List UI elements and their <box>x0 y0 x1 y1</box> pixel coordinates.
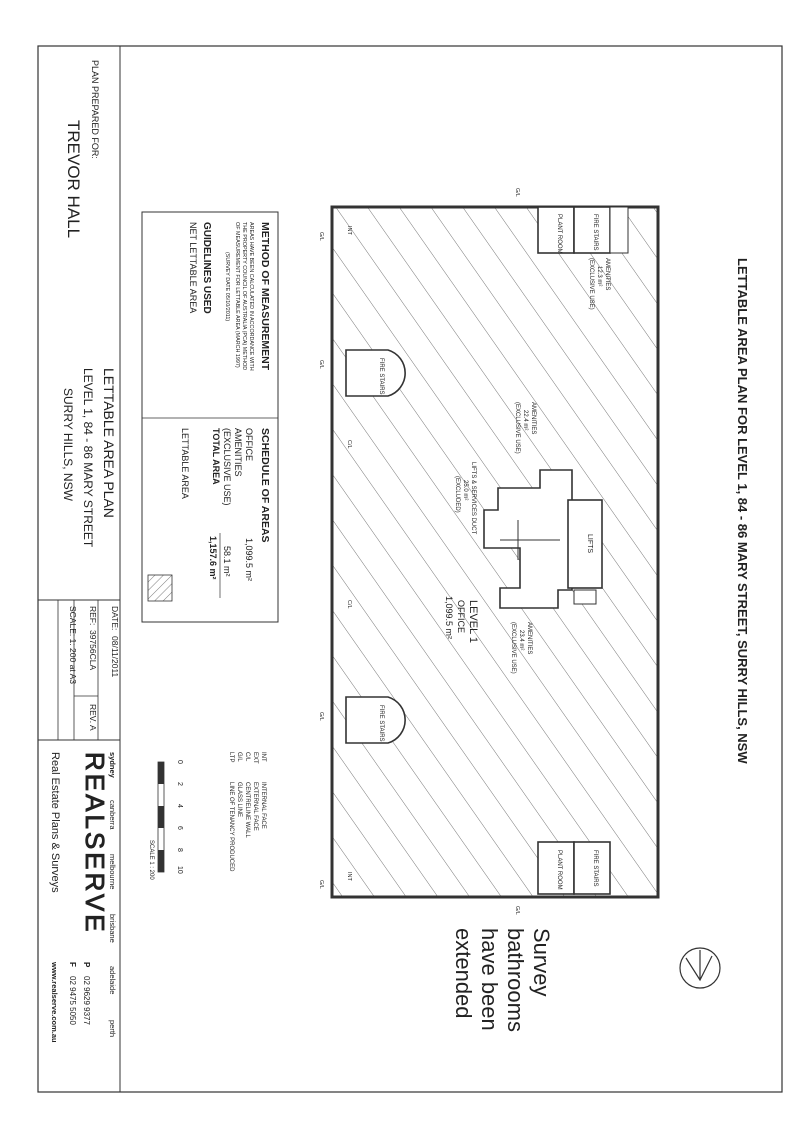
lifts-duct-area: 25.0 m² <box>462 480 468 501</box>
date-label: DATE: <box>110 606 120 631</box>
fire-stairs-2-label: FIRE STAIRS <box>378 705 384 742</box>
scale-tick-6: 6 <box>176 826 183 830</box>
fire-stairs-top <box>574 207 610 253</box>
city-sydney: sydney <box>108 752 117 778</box>
lifts-label: LIFTS <box>586 534 593 554</box>
amenities-2-label: AMENITIES <box>530 402 536 435</box>
scale-tick-2: 2 <box>176 782 183 786</box>
plan-title: LETTABLE AREA PLAN FOR LEVEL 1, 84 - 86 MARY STREET, SURRY HILLS, NSW <box>735 258 750 764</box>
legend-desc-gl: GLASS LINE <box>236 782 242 818</box>
company-tagline: Real Estate Plans & Surveys <box>49 752 61 893</box>
scale-caption: SCALE 1 : 200 <box>148 840 154 880</box>
plant-room-bottom <box>538 842 574 894</box>
title-line-1: LETTABLE AREA PLAN <box>101 368 117 518</box>
fire-stairs-bottom <box>574 842 610 894</box>
guidelines-heading: GUIDELINES USED <box>201 222 212 314</box>
gl-marker: G/L <box>318 880 324 889</box>
schedule-office-value: 1,099.5 m² <box>244 538 254 582</box>
title-line-3: SURRY HILLS, NSW <box>61 388 75 501</box>
legend-desc-cl: CENTRELINE WALL <box>244 782 250 838</box>
phone-f-label: F <box>68 962 77 967</box>
amenities-3-label: AMENITIES <box>526 622 532 655</box>
schedule-office-label: OFFICE <box>244 428 254 461</box>
gl-marker: G/L <box>318 232 324 241</box>
cl-marker: C/L <box>346 440 352 449</box>
city-canberra: canberra <box>108 800 117 830</box>
int-marker: INT <box>346 226 352 235</box>
plant-room-bottom-label: PLANT ROOM <box>556 850 562 890</box>
fire-stairs-2 <box>346 697 405 743</box>
plant-room-top <box>538 207 574 253</box>
amenities-2-use: (EXCLUSIVE USE) <box>514 402 520 454</box>
schedule-amenities-value: 58.1 m² <box>222 546 232 577</box>
client-name: TREVOR HALL <box>64 120 83 239</box>
legend <box>148 752 266 880</box>
int-marker: INT <box>346 872 352 881</box>
floor-plan <box>318 188 658 915</box>
guidelines-value: NET LETTABLE AREA <box>188 222 198 314</box>
amenities-3-area: 23.4 m² <box>518 630 524 651</box>
city-adelaide: adelaide <box>108 966 117 995</box>
legend-code-int: INT <box>260 752 266 762</box>
ref-value: 39756CLA <box>88 630 98 671</box>
legend-desc-int: INTERNAL FACE <box>260 782 266 829</box>
rev-label: REV. A <box>88 704 98 731</box>
amenities-3-use: (EXCLUSIVE USE) <box>510 622 516 674</box>
phone-p-label: P <box>82 962 91 968</box>
handwritten-note <box>451 928 554 1032</box>
schedule-amenities-sub: (EXCLUSIVE USE) <box>222 428 232 506</box>
floor-outline <box>332 207 658 897</box>
fire-stairs-top-label: FIRE STAIRS <box>592 214 598 251</box>
method-heading: METHOD OF MEASUREMENT <box>259 222 271 371</box>
office-area: 1,099.5 m² <box>444 596 454 640</box>
schedule-amenities-label: AMENITIES <box>233 428 243 477</box>
title-line-2: LEVEL 1, 84 - 86 MARY STREET <box>81 368 95 548</box>
scale-text: SCALE: 1: 200 at A3 <box>68 606 78 684</box>
gl-marker: G/L <box>318 360 324 369</box>
fire-stairs-bottom-label: FIRE STAIRS <box>592 850 598 887</box>
city-perth: perth <box>108 1020 117 1038</box>
method-line-1: AREAS HAVE BEEN CALCULATED IN ACCORDANCE WITH <box>248 222 254 371</box>
schedule-lettable-label: LETTABLE AREA <box>180 428 190 499</box>
legend-code-cl: C/L <box>244 752 250 762</box>
note-line-1: Survey <box>529 928 554 997</box>
survey-date: (SURVEY DATE 05/10/2011) <box>224 252 230 322</box>
prepared-for-label: PLAN PREPARED FOR: <box>90 60 100 159</box>
lifts-box <box>568 500 602 588</box>
schedule-heading: SCHEDULE OF AREAS <box>259 428 271 543</box>
lifts-duct-label: LIFTS & SERVICES DUCT <box>470 462 476 535</box>
plant-room-top-label: PLANT ROOM <box>556 214 562 254</box>
note-line-4: extended <box>451 928 476 1019</box>
city-melbourne: melbourne <box>108 854 117 890</box>
amenities-2-area: 22.4 m² <box>522 410 528 431</box>
gl-marker: G/L <box>318 712 324 721</box>
legend-desc-ltp: LINE OF TENANCY PRODUCED <box>228 782 234 872</box>
legend-code-ext: EXT <box>252 752 258 764</box>
legend-code-ltp: LTP <box>228 752 234 763</box>
phone-p: 02 9629 9377 <box>82 976 91 1025</box>
schedule-total-value: 1,157.6 m² <box>208 536 218 580</box>
schedule-total-label: TOTAL AREA <box>211 428 221 485</box>
gl-marker: G/L <box>514 188 520 197</box>
north-arrow <box>680 948 720 988</box>
lettable-area-swatch <box>148 575 172 601</box>
date-value: 08/11/2011 <box>110 636 120 678</box>
method-line-3: OF MEASUREMENT FOR LETTABLE AREA (MARCH 1997) <box>234 222 240 368</box>
legend-code-gl: G/L <box>236 752 242 762</box>
ref-label: REF: <box>88 606 98 626</box>
office-label: OFFICE <box>456 600 466 633</box>
city-brisbane: brisbane <box>108 914 117 943</box>
scale-tick-8: 8 <box>176 848 183 852</box>
company-logo: REALSERVE <box>80 752 110 935</box>
method-line-2: THE PROPERTY COUNCIL OF AUSTRALIA (PCA) METHOD <box>241 222 247 371</box>
legend-desc-ext: EXTERNAL FACE <box>252 782 258 831</box>
fire-stairs-1 <box>346 350 405 396</box>
amenities-1-use: (EXCLUSIVE USE) <box>588 258 594 310</box>
phone-f: 02 9475 5050 <box>68 976 77 1025</box>
scale-tick-4: 4 <box>176 804 183 808</box>
amenities-1-area: 12.3 m² <box>596 266 602 287</box>
company-web: www.realserve.com.au <box>50 962 59 1043</box>
gl-marker: G/L <box>514 906 520 915</box>
level-label: LEVEL 1 <box>467 600 479 644</box>
amenities-1-label: AMENITIES <box>604 258 610 291</box>
note-line-3: have been <box>477 928 502 1031</box>
note-line-2: bathrooms <box>503 928 528 1032</box>
scale-tick-10: 10 <box>176 866 183 874</box>
fire-stairs-1-label: FIRE STAIRS <box>378 358 384 395</box>
cl-marker: C/L <box>346 600 352 609</box>
lifts-duct-excluded: (EXCLUDED) <box>454 476 460 513</box>
scale-tick-0: 0 <box>176 760 183 764</box>
